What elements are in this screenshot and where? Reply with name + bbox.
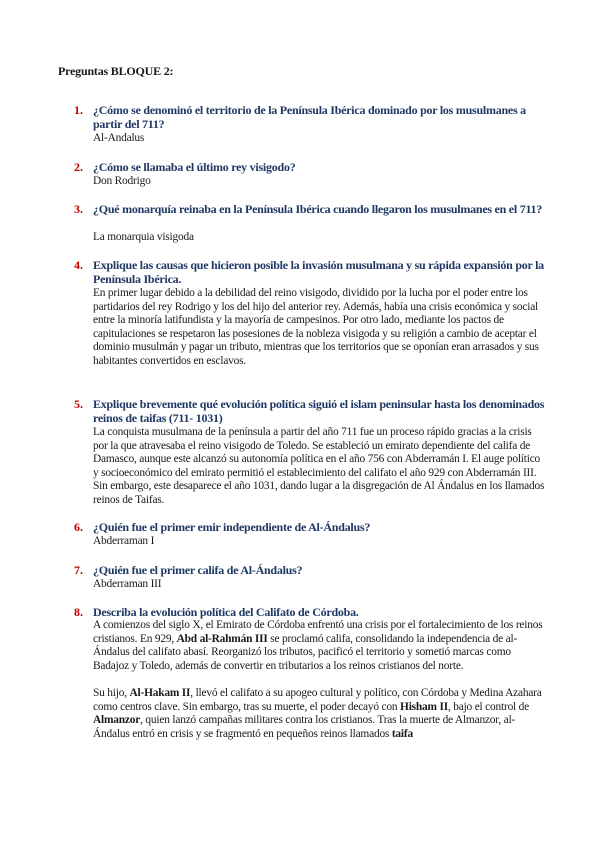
answer-text: Al-Andalus xyxy=(93,132,145,144)
answer-text: Don Rodrigo xyxy=(93,175,151,187)
question-text: ¿Qué monarquía reinaba en la Península Ibérica cuando llegaron los musulmanes en el 711? xyxy=(93,202,543,216)
answer-paragraph-1 xyxy=(93,619,548,673)
question-number: 5. xyxy=(74,397,83,411)
page-title: Preguntas BLOQUE 2: xyxy=(58,64,174,78)
question-number: 3. xyxy=(74,202,83,216)
answer-text: La monarquia visigoda xyxy=(93,231,194,243)
answer-text: Abderraman I xyxy=(93,535,155,547)
question-number: 2. xyxy=(74,160,83,174)
question-text: ¿Cómo se denominó el territorio de la Península Ibérica dominado por los musulmanes a partir del 711? xyxy=(93,103,526,131)
answer-bold-name: Abd al-Rahmán III xyxy=(176,632,268,645)
answer-text: se proclamó califa, consolidando la independencia de al-Ándalus del califato abasí. Reorganizó los tributos, pacificó el territorio y sometió marcas como Badajoz y Toledo, además de convertir en tributarios a los reinos cristianos del norte. xyxy=(93,632,518,672)
answer-text: La conquista musulmana de la península a partir del año 711 fue un proceso rápido gracias a la crisis por la que atravesaba el reino visigodo de Toledo. Se estableció un emirato dependiente del califa de Damasco, aunque este alcanzó su autonomía política en el año 756 con Abderramán I. El auge político y socioeconómico del emirato permitió el establecimiento del califato el año 929 con Abderramán III. Sin embargo, este desaparece el año 1031, dando lugar a la disgregación de Al Ándalus en los llamados reinos de Taifas. xyxy=(93,426,545,506)
question-number: 1. xyxy=(74,103,83,117)
answer-paragraph-2 xyxy=(93,687,548,741)
answer-bold-name: taifa xyxy=(391,727,413,740)
answer-text: En primer lugar debido a la debilidad del reino visigodo, dividido por la lucha por el poder entre los partidarios del rey Rodrigo y los del hijo del anterior rey. Además, había una crisis económica y social entre la minoría latifundista y la mayoría de campesinos. Por otro lado, mediante los pactos de capitulaciones se respetaron las posesiones de la nobleza visigoda y su religión a cambio de aceptar el dominio musulmán y pagar un tributo, mientras que los territorios que se oponían eran arrasados y sus habitantes convertidos en esclavos. xyxy=(93,287,539,367)
answer-bold-name: Hisham II xyxy=(400,700,448,713)
question-number: 7. xyxy=(74,563,83,577)
question-number: 6. xyxy=(74,520,83,534)
answer-text: , quien lanzó campañas militares contra los cristianos. Tras la muerte de Almanzor, al-Ándalus entró en crisis y se fragmentó en pequeños reinos llamados xyxy=(93,714,516,740)
answer-bold-name: Al-Hakam II xyxy=(129,687,191,699)
answer-text: , bajo el control de xyxy=(447,700,530,713)
question-number: 8. xyxy=(74,605,83,619)
answer-text: , llevó el califato a su apogeo cultural y político, con Córdoba y Medina Azahara como centros clave. Sin embargo, tras su muerte, el poder decayó con xyxy=(93,687,542,713)
answer-bold-name: Almanzor xyxy=(93,714,141,726)
question-text: ¿Cómo se llamaba el último rey visigodo? xyxy=(93,160,296,174)
question-number: 4. xyxy=(74,258,83,272)
question-text: Explique brevemente qué evolución política siguió el islam peninsular hasta los denominados reinos de taifas (711- 1031) xyxy=(93,397,545,425)
question-text: ¿Quién fue el primer emir independiente de Al-Ándalus? xyxy=(93,520,371,534)
answer-text: Abderraman III xyxy=(93,578,162,590)
question-text: Explique las causas que hicieron posible la invasión musulmana y su rápida expansión por la Península Ibérica. xyxy=(93,258,544,286)
answer-text: Su hijo, xyxy=(93,687,130,699)
question-text: ¿Quién fue el primer califa de Al-Ándalus? xyxy=(93,563,303,577)
answer-text: A comienzos del siglo X, el Emirato de Córdoba enfrentó una crisis por el fortalecimiento de los reinos cristianos. En 929, xyxy=(93,619,543,645)
question-text: Describa la evolución política del Califato de Córdoba. xyxy=(93,605,359,619)
